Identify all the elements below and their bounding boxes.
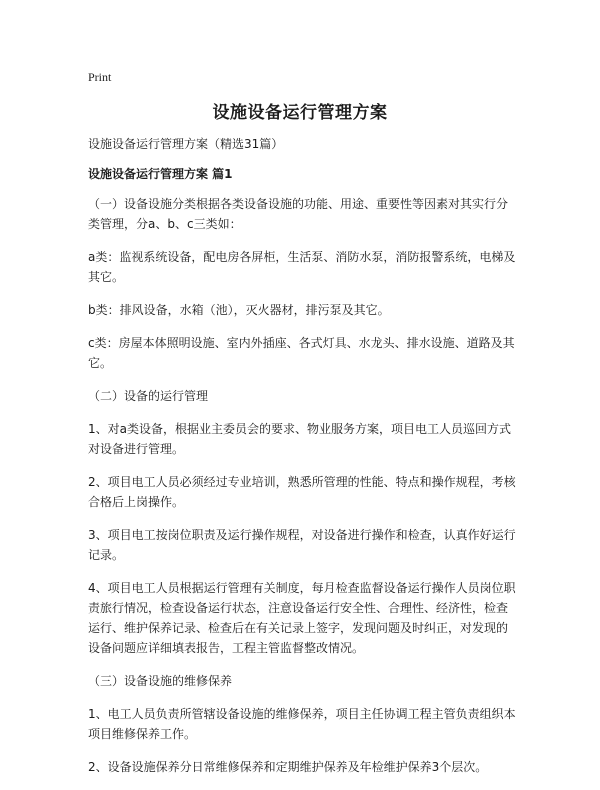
print-label: Print bbox=[88, 70, 112, 84]
paragraph-class-c: c类：房屋本体照明设施、室内外插座、各式灯具、水龙头、排水设施、道路及其它。 bbox=[88, 336, 515, 370]
paragraph-class-a: a类：监视系统设备，配电房各屏柜，生活泵、消防水泵，消防报警系统，电梯及其它。 bbox=[88, 250, 516, 284]
page-title: 设施设备运行管理方案 bbox=[212, 103, 388, 123]
paragraph-maintenance-2: 2、设备设施保养分日常维修保养和定期维护保养及年检维护保养3个层次。 bbox=[88, 760, 488, 774]
paragraph-category-intro: （一）设备设施分类根据各类设备设施的功能、用途、重要性等因素对其实行分类管理，分a、b、c三类如： bbox=[88, 197, 509, 231]
subsection-heading-maintenance: （三）设备设施的维修保养 bbox=[88, 674, 233, 688]
subsection-heading-operation: （二）设备的运行管理 bbox=[88, 389, 209, 403]
paragraph-operation-4: 4、项目电工人员根据运行管理有关制度，每月检查监督设备运行操作人员岗位职责旅行情况，检查设备运行状态，注意设备运行安全性、合理性、经济性，检查运行、维护保养记录、检查后在有关记录上签字，发现问题及时纠正，对发现的设备问题应详细填表报告，工程主管监督整改情况。 bbox=[88, 581, 516, 655]
paragraph-class-b: b类：排风设备，水箱（池），灭火器材，排污泵及其它。 bbox=[88, 303, 390, 317]
paragraph-operation-2: 2、项目电工人员必须经过专业培训，熟悉所管理的性能、特点和操作规程，考核合格后上岗操作。 bbox=[88, 475, 516, 509]
paragraph-operation-3: 3、项目电工按岗位职责及运行操作规程，对设备进行操作和检查，认真作好运行记录。 bbox=[88, 528, 516, 562]
document-body bbox=[88, 134, 518, 790]
paragraph-maintenance-1: 1、电工人员负责所管辖设备设施的维修保养，项目主任协调工程主管负责组织本项目维修保养工作。 bbox=[88, 707, 516, 741]
document-subtitle: 设施设备运行管理方案（精选31篇） bbox=[88, 137, 284, 151]
section-title: 设施设备运行管理方案 篇1 bbox=[88, 167, 233, 181]
paragraph-operation-1: 1、对a类设备，根据业主委员会的要求、物业服务方案，项目电工人员巡回方式对设备进行管理。 bbox=[88, 422, 511, 456]
